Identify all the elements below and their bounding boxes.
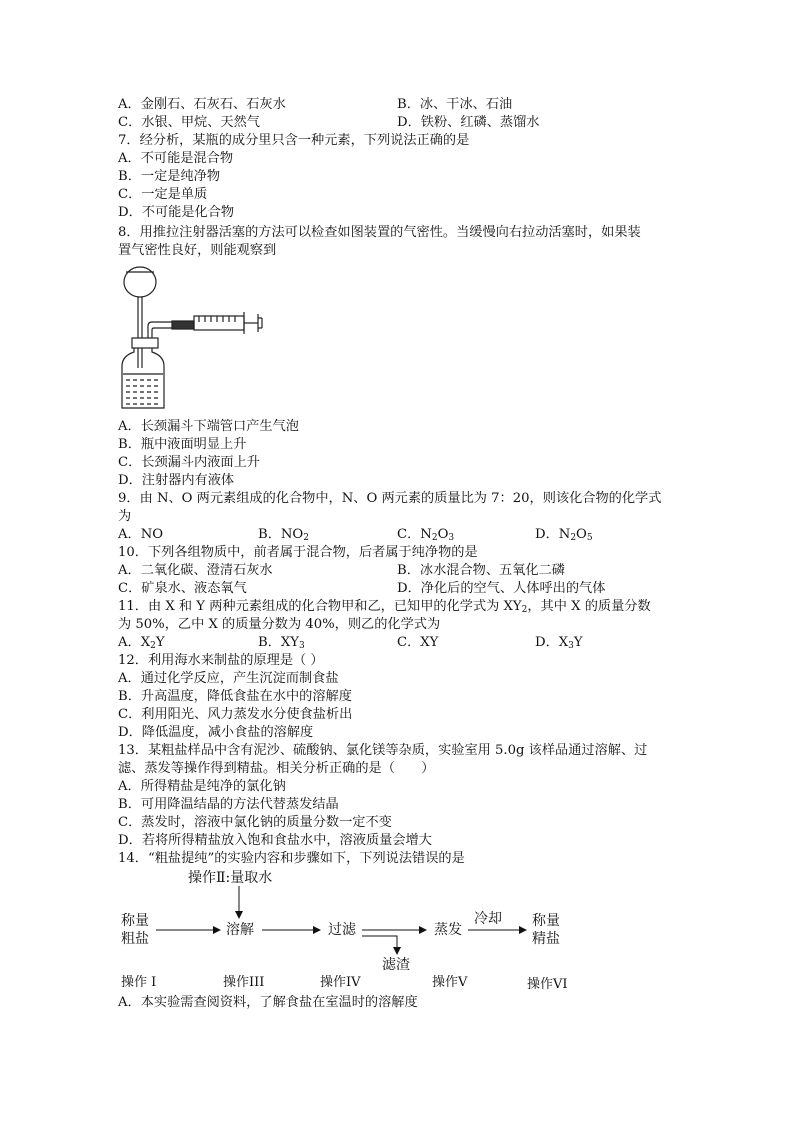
q12-option-b: B．升高温度，降低食盐在水中的溶解度 (118, 689, 352, 704)
q10-option-d: D．净化后的空气、人体呼出的气体 (397, 581, 606, 596)
arrow-residue (362, 936, 397, 954)
q11-option-b: B．$XY_3$ (258, 635, 305, 651)
flow-cool: 冷却 (474, 911, 502, 927)
q9-option-c: C．$N_2O_3$ (397, 527, 455, 543)
q7-option-c: C．一定是单质 (118, 187, 208, 202)
q13-stem-line2: 滤、蒸发等操作得到精盐。相关分析正确的是（ ） (118, 761, 435, 776)
q9-stem-line2: 为 (118, 509, 132, 524)
q10-option-c: C．矿泉水、液态氧气 (118, 581, 247, 596)
q8-option-c: C．长颈漏斗内液面上升 (118, 455, 260, 470)
q8-stem-line1: 8．用推拉注射器活塞的方法可以检查如图装置的气密性。当缓慢向右拉动活塞时，如果装 (118, 225, 641, 240)
q12-stem: 12．利用海水来制盐的原理是（ ） (118, 653, 324, 668)
flow-op6: 操作VI (527, 977, 568, 992)
q7-stem: 7．经分析，某瓶的成分里只含一种元素，下列说法正确的是 (118, 133, 470, 148)
flow-filter: 过滤 (328, 922, 356, 938)
flow-evaporate: 蒸发 (434, 922, 462, 938)
q8-stem-line2: 置气密性良好，则能观察到 (118, 243, 277, 258)
flow-dissolve: 溶解 (226, 922, 254, 938)
q12-option-d: D．降低温度，减小食盐的溶解度 (118, 725, 314, 740)
q14-stem: 14．“粗盐提纯”的实验内容和步骤如下，下列说法错误的是 (118, 851, 465, 866)
q13-option-d: D．若将所得精盐放入饱和食盐水中，溶液质量会增大 (118, 833, 432, 848)
flow-weigh2-line1: 称量 (532, 913, 560, 929)
flow-op2-measure-water: 操作Ⅱ:量取水 (188, 870, 273, 886)
q11-stem-line2: 为 50%，乙中 X 的质量分数为 40%，则乙的化学式为 (118, 617, 441, 632)
q7-option-a: A．不可能是混合物 (118, 151, 234, 166)
flow-residue: 滤渣 (382, 957, 410, 973)
q8-option-b: B．瓶中液面明显上升 (118, 437, 247, 452)
q9-stem-line1: 9．由 N、O 两元素组成的化合物中，N、O 两元素的质量比为 7：20，则该化合物的化学式 (118, 491, 662, 506)
flow-op4: 操作IV (320, 975, 361, 990)
flow-op1: 操作 I (121, 975, 157, 990)
q13-stem-line1: 13．某粗盐样品中含有泥沙、硫酸钠、氯化镁等杂质，实验室用 5.0g 该样品通过溶解、过 (118, 743, 648, 758)
q13-option-c: C．蒸发时，溶液中氯化钠的质量分数一定不变 (118, 815, 392, 830)
flow-refined-salt: 精盐 (532, 931, 560, 947)
q9-option-a: A．NO (118, 527, 164, 542)
q13-option-b: B．可用降温结晶的方法代替蒸发结晶 (118, 797, 339, 812)
q14-option-a: A．本实验需查阅资料，了解食盐在室温时的溶解度 (118, 995, 418, 1010)
q11-stem-line1: 11．由 X 和 Y 两种元素组成的化合物甲和乙，已知甲的化学式为 $XY_2$，其中 X 的质量分数 (118, 599, 651, 615)
q8-option-d: D．注射器内有液体 (118, 473, 235, 488)
flow-crude-salt: 粗盐 (121, 931, 149, 947)
q6-option-b: B．冰、干冰、石油 (397, 97, 513, 112)
q11-option-c: C．XY (397, 635, 439, 650)
flow-op5: 操作V (432, 975, 468, 990)
q7-option-d: D．不可能是化合物 (118, 205, 235, 220)
q6-option-d: D．铁粉、红磷、蒸馏水 (397, 115, 540, 130)
q13-option-a: A．所得精盐是纯净的氯化钠 (118, 779, 286, 794)
q6-option-a: A．金刚石、石灰石、石灰水 (118, 97, 286, 112)
flow-weigh-line1: 称量 (121, 913, 149, 929)
q11-option-d: D．$X_3Y$ (535, 635, 583, 651)
flow-op3: 操作III (223, 975, 265, 990)
q12-option-c: C．利用阳光、风力蒸发水分使食盐析出 (118, 707, 353, 722)
q10-option-a: A．二氧化碳、澄清石灰水 (118, 563, 273, 578)
q12-option-a: A．通过化学反应，产生沉淀而制食盐 (118, 671, 339, 686)
q11-option-a: A．$X_2Y$ (118, 635, 165, 651)
q7-option-b: B．一定是纯净物 (118, 169, 221, 184)
q10-option-b: B．冰水混合物、五氧化二磷 (397, 563, 565, 578)
q8-option-a: A．长颈漏斗下端管口产生气泡 (118, 419, 299, 434)
q10-stem: 10．下列各组物质中，前者属于混合物，后者属于纯净物的是 (118, 545, 478, 560)
q9-option-b: B．$NO_2$ (258, 527, 309, 543)
q9-option-d: D．$N_2O_5$ (535, 527, 593, 543)
q6-option-c: C．水银、甲烷、天然气 (118, 115, 260, 130)
